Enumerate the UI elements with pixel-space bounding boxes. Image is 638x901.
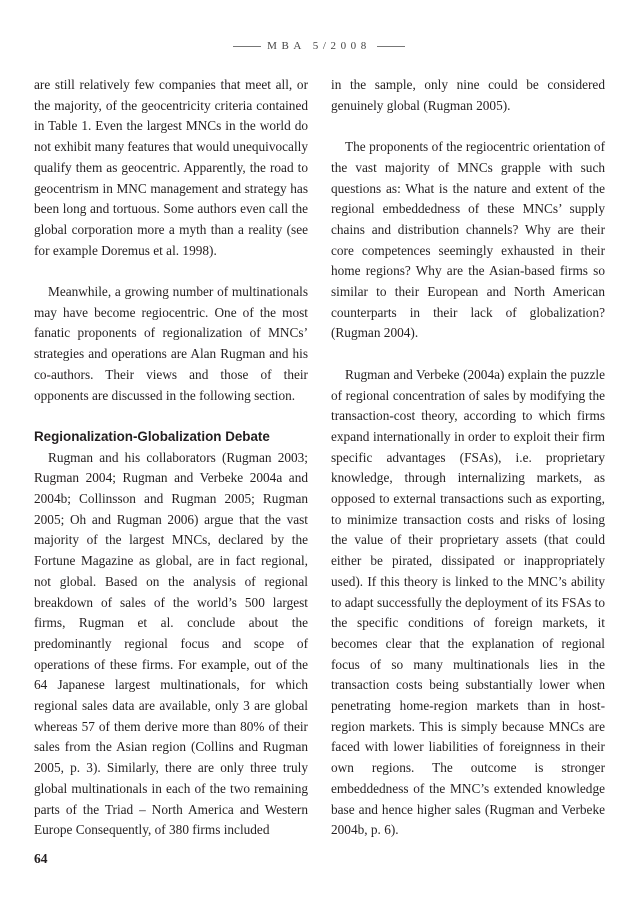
paragraph: The proponents of the regiocentric orientation of the vast majority of MNCs grapple with such questions as: What is the nature and extent of the regional embeddedness of these MNCs’ supply chains and distribution channels? Why are their core competences seemingly exhausted in their home regions? Why are the Asian-based firms so similar to their European and North American counterparts in their lack of globalization? (Rugman 2004). xyxy=(331,139,605,341)
paragraph: are still relatively few companies that meet all, or the majority, of the geocentricity criteria contained in Table 1. Even the largest MNCs in the world do not exhibit many features that would unequivocally qualify them as geocentric. Apparently, the road to geocentrism in MNC management and strategy has been long and tortuous. Some authors even call the global corporation more a myth than a reality (see for example Doremus et al. 1998). xyxy=(34,77,308,258)
paragraph: Meanwhile, a growing number of multinationals may have become regiocentric. One of the most fanatic proponents of regionalization of MNCs’ strategies and operations are Alan Rugman and his co-authors. Their views and those of their opponents are discussed in the following section. xyxy=(34,284,308,403)
paragraph: in the sample, only nine could be considered genuinely global (Rugman 2005). xyxy=(331,77,605,113)
journal-title: MBA 5/2008 xyxy=(267,40,371,52)
section-heading: Regionalization-Globalization Debate xyxy=(34,428,270,444)
paragraph: Rugman and Verbeke (2004a) explain the puzzle of regional concentration of sales by modifying the transaction-cost theory, according to which firms expand internationally in order to exploit their firm specific advantages (FSAs), i.e. proprietary knowledge, through internalizing markets, as opposed to external transactions such as exporting, to minimize transaction costs and risks of losing the value of their proprietary assets (that could either be pirated, dissipated or inappropriately used). If this theory is linked to the MNC’s ability to adapt successfully the deployment of its FSAs to the specific conditions of foreign markets, it becomes clear that the explanation of regional focus of so many multinationals lies in the transaction costs being substantially lower when penetrating home-region markets than in host-region markets. This is simply because MNCs are faced with lower liabilities of foreignness in their own regions. The outcome is stronger embeddedness of the MNC’s extended knowledge base and hence higher sales (Rugman and Verbeke 2004b, p. 6). xyxy=(331,366,605,838)
left-column xyxy=(34,75,308,841)
header-rule-right xyxy=(377,46,405,47)
right-column xyxy=(331,75,605,841)
header-rule-left xyxy=(233,46,261,47)
page-number: 64 xyxy=(34,851,48,866)
running-header xyxy=(0,40,638,52)
paragraph: Rugman and his collaborators (Rugman 2003; Rugman 2004; Rugman and Verbeke 2004a and 2004b; Collinsson and Rugman 2005; Rugman 2005; Oh and Rugman 2006) argue that the vast majority of the largest MNCs, declared by the Fortune Magazine as global, are in fact regional, not global. Based on the analysis of regional breakdown of sales of the world’s 500 largest firms, Rugman et al. conclude about the predominantly regional focus and scope of operations of these firms. For example, out of the 64 Japanese largest multinationals, for which regional sales data are available, only 3 are global whereas 57 of them derive more than 80% of their sales from the Asian region (Collins and Rugman 2005, p. 3). Similarly, there are only three truly global multinationals in each of the two remaining parts of the Triad – North America and Western Europe Consequently, of 380 firms included xyxy=(34,449,308,838)
